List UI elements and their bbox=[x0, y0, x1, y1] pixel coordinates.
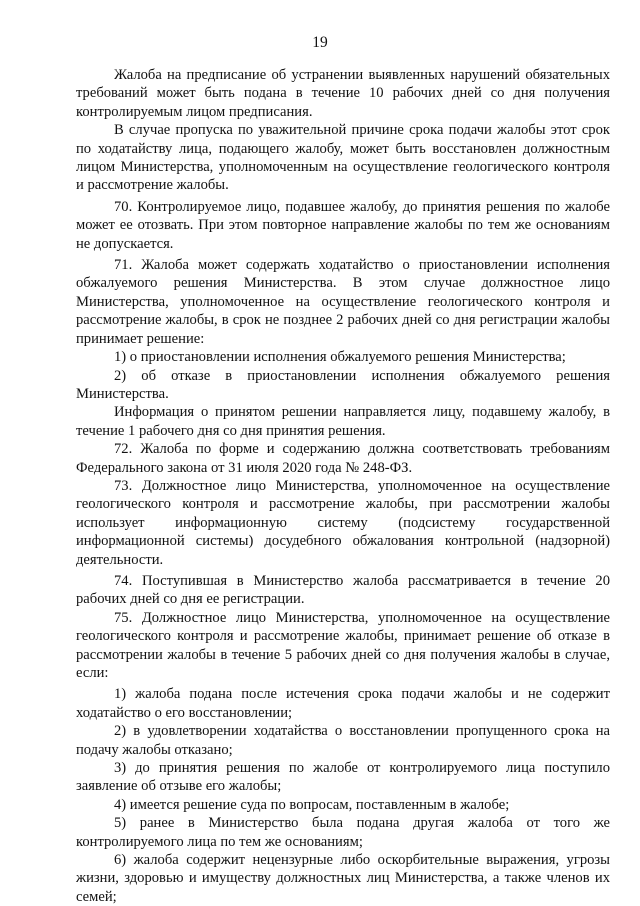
list-item: 1) о приостановлении исполнения обжалуемого решения Министерства; bbox=[114, 349, 566, 366]
paragraph: Информация о принятом решении направляется лицу, подавшему жалобу, в течение 1 рабочего дня со дня принятия решения. bbox=[76, 404, 610, 439]
list-item: 1) жалоба подана после истечения срока подачи жалобы и не содержит ходатайство о его восстановлении; bbox=[76, 686, 610, 721]
list-item: 4) имеется решение суда по вопросам, поставленным в жалобе; bbox=[114, 796, 510, 813]
page-number: 19 bbox=[312, 34, 328, 51]
list-item: 6) жалоба содержит нецензурные либо оскорбительные выражения, угрозы жизни, здоровью и имуществу должностных лиц Министерства, а также членов их семей; bbox=[76, 852, 610, 905]
paragraph: 75. Должностное лицо Министерства, уполномоченное на осуществление геологического контроля и рассмотрение жалобы, принимает решение об отказе в рассмотрении жалобы в течение 5 рабочих дней со дня получения жалобы в случае, если: bbox=[76, 609, 610, 681]
paragraph: Жалоба на предписание об устранении выявленных нарушений обязательных требований может быть подана в течение 10 рабочих дней со дня получения контролируемым лицом предписания. bbox=[76, 67, 610, 120]
paragraph: 73. Должностное лицо Министерства, уполномоченное на осуществление геологического контроля и рассмотрение жалобы, при рассмотрении жалобы использует информационную систему (подсистему государственной информационной системы) досудебного обжалования контрольной (надзорной) деятельности. bbox=[76, 477, 610, 568]
paragraph: 71. Жалоба может содержать ходатайство о приостановлении исполнения обжалуемого решения Министерства. В этом случае должностное лицо Министерства, уполномоченное на осуществление геологического контроля и рассмотрение жалобы, в срок не позднее 2 рабочих дней со дня регистрации жалобы принимает решение: bbox=[76, 257, 610, 347]
document-body bbox=[76, 66, 610, 906]
paragraph: 74. Поступившая в Министерство жалоба рассматривается в течение 20 рабочих дней со дня ее регистрации. bbox=[76, 572, 610, 608]
list-item: 3) до принятия решения по жалобе от контролируемого лица поступило заявление об отзыве его жалобы; bbox=[76, 760, 610, 795]
paragraph: 70. Контролируемое лицо, подавшее жалобу, до принятия решения по жалобе может ее отозвать. При этом повторное направление жалобы по тем же основаниям не допускается. bbox=[76, 198, 610, 252]
list-item: 2) в удовлетворении ходатайства о восстановлении пропущенного срока на подачу жалобы отказано; bbox=[76, 723, 610, 758]
list-item: 5) ранее в Министерство была подана другая жалоба от того же контролируемого лица по тем же основаниям; bbox=[76, 815, 610, 850]
paragraph: В случае пропуска по уважительной причине срока подачи жалобы этот срок по ходатайству лица, подающего жалобу, может быть восстановлен должностным лицом Министерства, уполномоченным на осуществление геологического контроля и рассмотрение жалобы. bbox=[76, 122, 610, 194]
list-item: 2) об отказе в приостановлении исполнения обжалуемого решения Министерства. bbox=[76, 367, 610, 402]
paragraph: 72. Жалоба по форме и содержанию должна соответствовать требованиям Федерального закона от 31 июля 2020 года № 248-ФЗ. bbox=[76, 441, 610, 476]
